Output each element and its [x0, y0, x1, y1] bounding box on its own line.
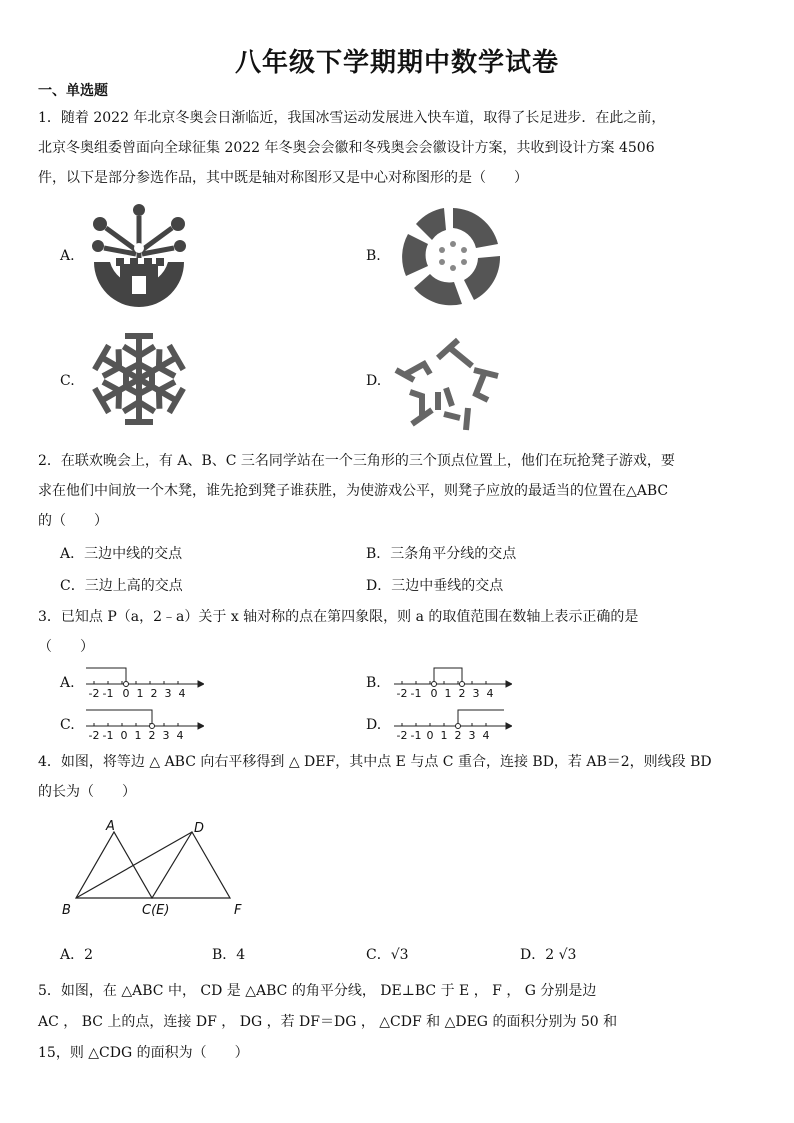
point-label-f: F	[234, 903, 242, 918]
q2-option-a: A．三边中线的交点	[60, 546, 183, 562]
point-label-c: C(E)	[142, 903, 170, 918]
q2-line2: 求在他们中间放一个木凳，谁先抢到凳子谁获胜，为使游戏公平，则凳子应放的最适当的位置在△ABC	[38, 483, 669, 499]
emblem-a-image	[86, 200, 192, 310]
triangle-figure	[56, 814, 256, 922]
q1-line2: 北京冬奥组委曾面向全球征集 2022 年冬奥会会徽和冬残奥会会徽设计方案，共收到设计方案 4506	[38, 140, 655, 156]
q1-option-d-label: D.	[366, 373, 382, 389]
q2-option-d: D．三边中垂线的交点	[366, 578, 504, 594]
tick-label: 0	[120, 729, 128, 742]
emblem-b-image	[398, 204, 508, 308]
tick-label: 2	[150, 687, 158, 700]
tick-label: -2	[396, 687, 408, 700]
tick-label: 1	[444, 687, 452, 700]
number-line-b	[392, 662, 512, 704]
tick-label: -1	[102, 729, 114, 742]
q3-option-a-label: A.	[60, 675, 75, 691]
emblem-d-image	[392, 330, 508, 434]
q4-line2: 的长为（ ）	[38, 784, 136, 800]
tick-label: 3	[164, 687, 172, 700]
q3-option-c-label: C.	[60, 717, 75, 733]
q3-option-d-label: D.	[366, 717, 382, 733]
tick-label: -2	[396, 729, 408, 742]
q3-line1: 3．已知点 P（a，2﹣a）关于 x 轴对称的点在第四象限，则 a 的取值范围在数轴上表示正确的是	[38, 609, 639, 625]
tick-label: 0	[426, 729, 434, 742]
tick-label: 3	[472, 687, 480, 700]
q3-line2: （ ）	[38, 639, 94, 655]
tick-label: 1	[136, 687, 144, 700]
tick-label: -1	[410, 729, 422, 742]
number-line-d	[392, 704, 512, 746]
q4-line1: 4．如图，将等边 △ ABC 向右平移得到 △ DEF，其中点 E 与点 C 重合，连接 BD，若 AB＝2，则线段 BD	[38, 754, 712, 770]
tick-label: 3	[162, 729, 170, 742]
tick-label: 2	[148, 729, 156, 742]
tick-label: 1	[134, 729, 142, 742]
q4-option-a: A．2	[60, 947, 94, 963]
tick-label: -2	[88, 687, 100, 700]
q1-option-c-label: C.	[60, 373, 75, 389]
q1-line3: 件，以下是部分参选作品，其中既是轴对称图形又是中心对称图形的是（ ）	[38, 170, 528, 186]
point-label-d: D	[194, 821, 205, 836]
section-heading: 一、单选题	[38, 83, 108, 99]
tick-label: 4	[482, 729, 490, 742]
tick-label: 4	[178, 687, 186, 700]
tick-label: 0	[122, 687, 130, 700]
q2-option-c: C．三边上高的交点	[60, 578, 183, 594]
emblem-c-image	[86, 326, 192, 432]
number-line-c	[84, 704, 204, 746]
q4-option-c: C．√3	[366, 947, 409, 963]
q2-line3: 的（ ）	[38, 513, 108, 529]
q5-line2: AC ， BC 上的点，连接 DF ， DG ，若 DF＝DG ， △CDF 和 △DEG 的面积分别为 50 和	[38, 1014, 618, 1030]
q2-line1: 2．在联欢晚会上，有 A、B、C 三名同学站在一个三角形的三个顶点位置上，他们在玩抢凳子游戏，要	[38, 453, 675, 469]
tick-label: -2	[88, 729, 100, 742]
q3-option-b-label: B.	[366, 675, 381, 691]
tick-label: 1	[440, 729, 448, 742]
q2-option-b: B．三条角平分线的交点	[366, 546, 517, 562]
q5-line3: 15，则 △CDG 的面积为（ ）	[38, 1045, 249, 1061]
tick-label: -1	[102, 687, 114, 700]
q5-line1: 5．如图，在 △ABC 中， CD 是 △ABC 的角平分线， DE⊥BC 于 E ， F ， G 分别是边	[38, 983, 597, 999]
q4-option-d: D．2 √3	[520, 947, 577, 963]
point-label-a: A	[106, 819, 115, 834]
tick-label: 0	[430, 687, 438, 700]
tick-label: -1	[410, 687, 422, 700]
q1-line1: 1．随着 2022 年北京冬奥会日渐临近，我国冰雪运动发展进入快车道，取得了长足进步．在此之前，	[38, 110, 666, 126]
point-label-b: B	[62, 903, 71, 918]
tick-label: 4	[176, 729, 184, 742]
tick-label: 3	[468, 729, 476, 742]
tick-label: 2	[458, 687, 466, 700]
q4-option-b: B．4	[212, 947, 246, 963]
number-line-a	[84, 662, 204, 704]
q1-option-a-label: A.	[60, 248, 75, 264]
tick-label: 2	[454, 729, 462, 742]
q1-option-b-label: B.	[366, 248, 381, 264]
tick-label: 4	[486, 687, 494, 700]
page-title: 八年级下学期期中数学试卷	[234, 48, 559, 78]
